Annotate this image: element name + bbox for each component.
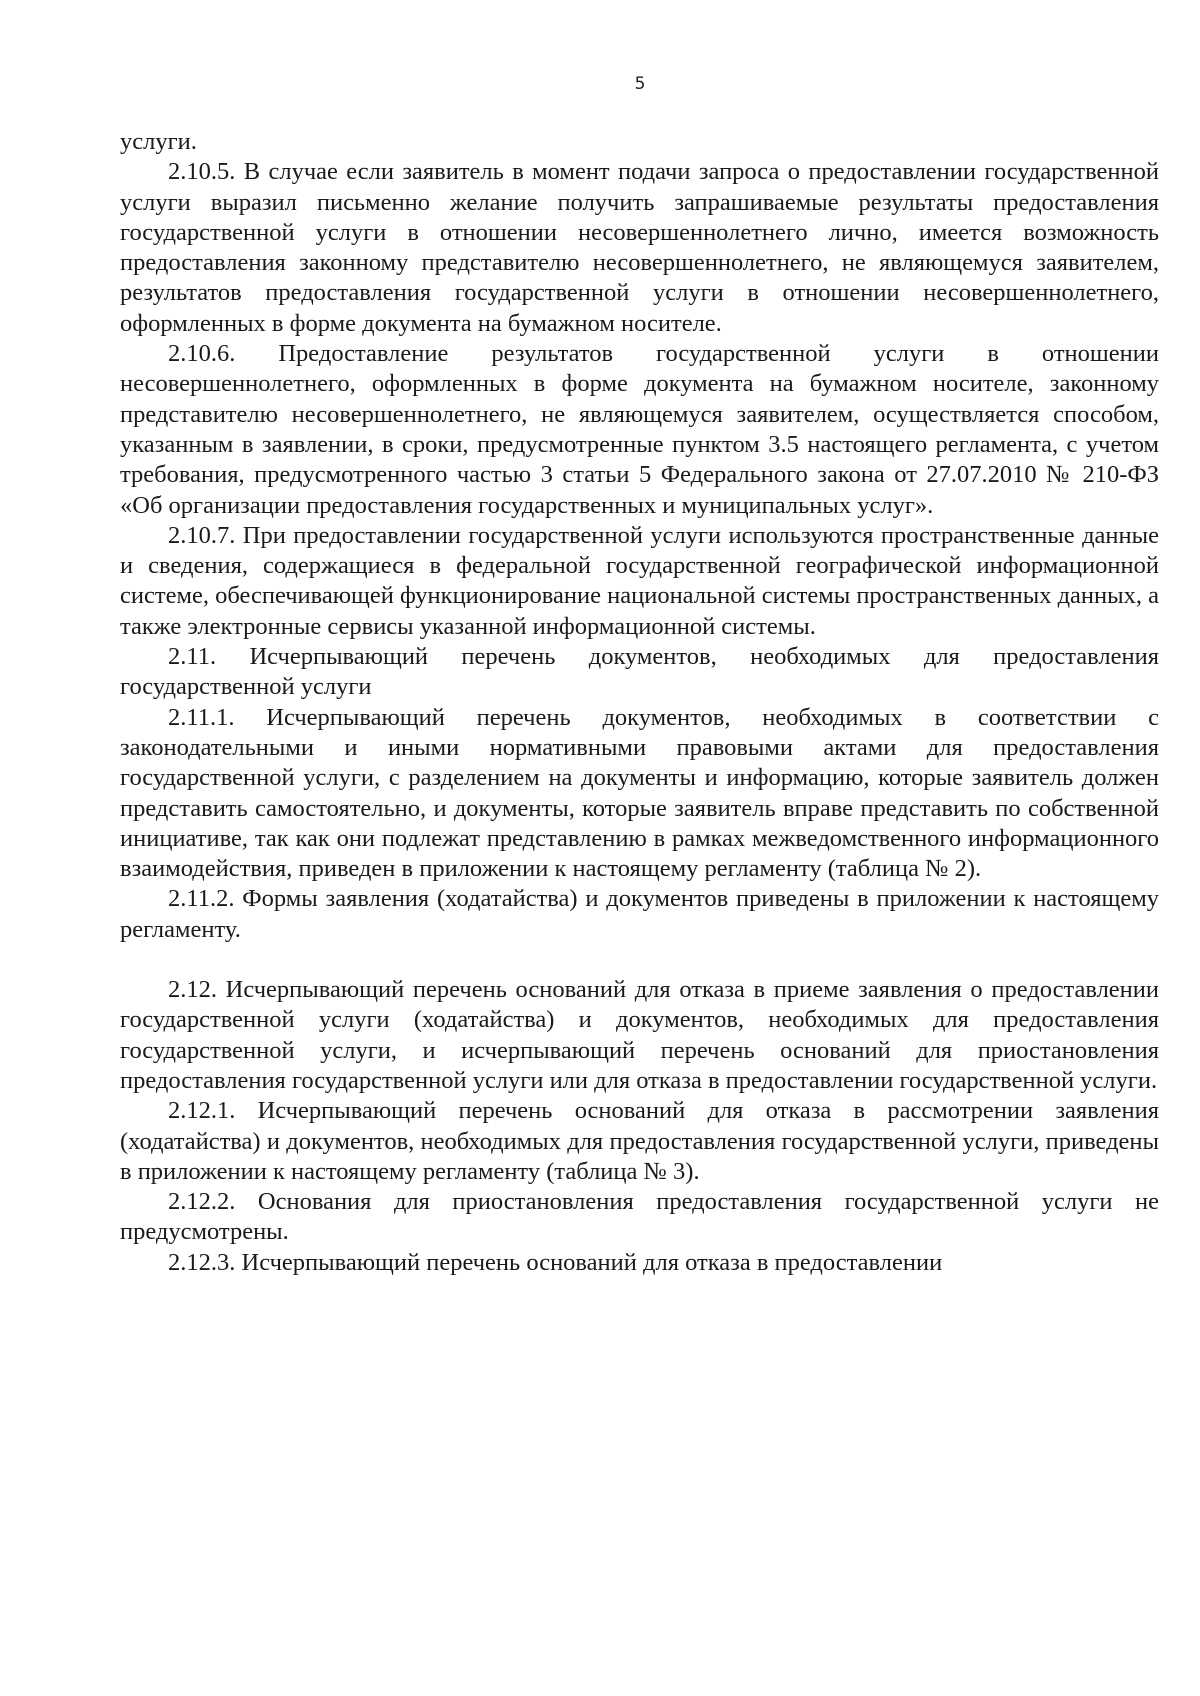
paragraph-2-11-1: 2.11.1. Исчерпывающий перечень документов, необходимых в соответствии с законодательными и иными нормативными правовыми актами для предоставления государственной услуги, с разделением на документы и информацию, которые заявитель должен представить самостоятельно, и документы, которые заявитель вправе представить по собственной инициативе, так как они подлежат представлению в рамках межведомственного информационного взаимодействия, приведен в приложении к настоящему регламенту (таблица № 2). <box>120 703 1159 883</box>
paragraph-2-12-3: 2.12.3. Исчерпывающий перечень оснований для отказа в предоставлении <box>168 1248 943 1276</box>
paragraph-2-10-7: 2.10.7. При предоставлении государственной услуги используются пространственные данные и сведения, содержащиеся в федеральной государственной географической информационной системе, обеспечивающей функционирование национальной системы пространственных данных, а также электронные сервисы указанной информационной системы. <box>120 521 1159 640</box>
paragraph-2-10-5: 2.10.5. В случае если заявитель в момент подачи запроса о предоставлении государственной услуги выразил письменно желание получить запрашиваемые результаты предоставления государственной услуги в отношении несовершеннолетнего лично, имеется возможность предоставления законному представителю несовершеннолетнего, не являющемуся заявителем, результатов предоставления государственной услуги в отношении несовершеннолетнего, оформленных в форме документа на бумажном носителе. <box>120 158 1159 337</box>
section-heading-2-12: 2.12. Исчерпывающий перечень оснований для отказа в приеме заявления о предоставлении государственной услуги (ходатайства) и документов, необходимых для предоставления государственной услуги, и исчерпывающий перечень оснований для приостановления предоставления государственной услуги или для отказа в предоставлении государственной услуги. <box>120 976 1159 1094</box>
paragraph-2-12-2: 2.12.2. Основания для приостановления предоставления государственной услуги не предусмотрены. <box>120 1188 1159 1246</box>
document-body <box>120 127 1159 1278</box>
section-heading-2-11: 2.11. Исчерпывающий перечень документов, необходимых для предоставления государственной услуги <box>120 643 1159 701</box>
paragraph-2-12-1: 2.12.1. Исчерпывающий перечень оснований для отказа в рассмотрении заявления (ходатайства) и документов, необходимых для предоставления государственной услуги, приведены в приложении к настоящему регламенту (таблица № 3). <box>120 1097 1159 1185</box>
paragraph-2-10-6: 2.10.6. Предоставление результатов государственной услуги в отношении несовершеннолетнего, оформленных в форме документа на бумажном носителе, законному представителю несовершеннолетнего, не являющемуся заявителем, осуществляется способом, указанным в заявлении, в сроки, предусмотренные пунктом 3.5 настоящего регламента, с учетом требования, предусмотренного частью 3 статьи 5 Федерального закона от 27.07.2010 № 210-ФЗ «Об организации предоставления государственных и муниципальных услуг». <box>120 340 1159 519</box>
paragraph-2-11-2: 2.11.2. Формы заявления (ходатайства) и документов приведены в приложении к настоящему регламенту. <box>120 885 1159 943</box>
page-number: 5 <box>634 74 646 94</box>
paragraph-continuation: услуги. <box>120 128 197 155</box>
